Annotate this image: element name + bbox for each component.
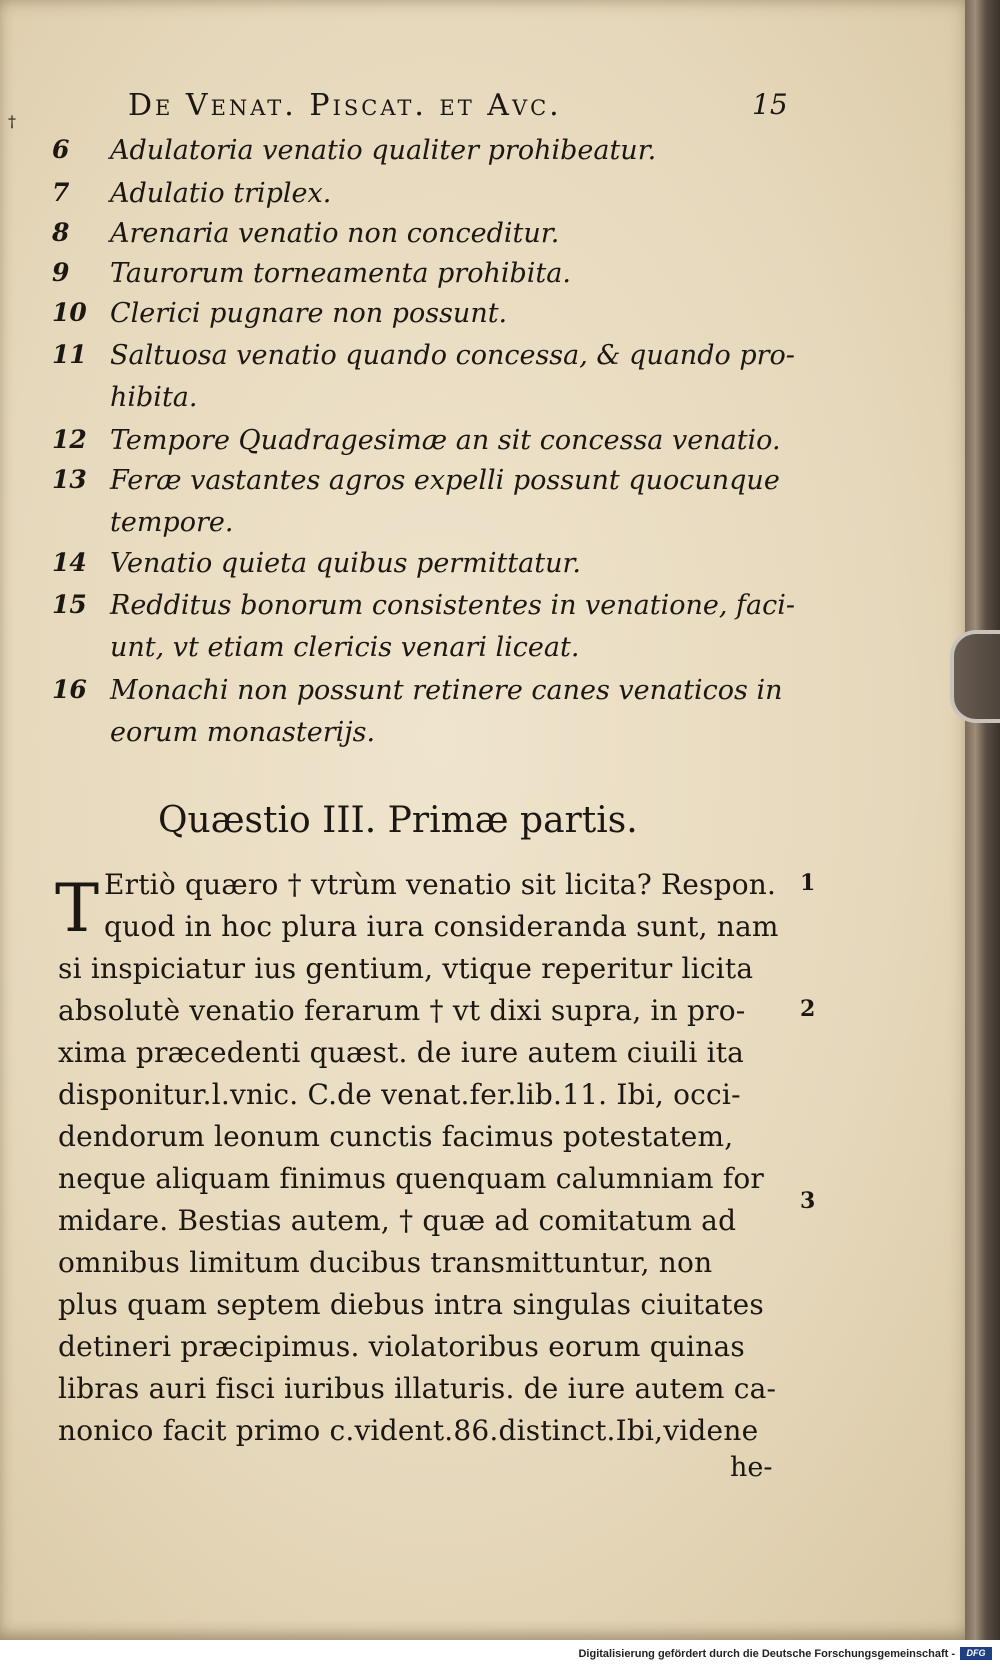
margin-number: 1 bbox=[800, 870, 816, 896]
summary-text: hibita. bbox=[110, 382, 198, 413]
drop-cap: T bbox=[55, 870, 100, 947]
summary-text: unt, vt etiam clericis venari liceat. bbox=[110, 632, 580, 663]
book-edge bbox=[965, 0, 1000, 1640]
margin-number: 3 bbox=[800, 1188, 816, 1214]
summary-number: 6 bbox=[52, 135, 70, 164]
body-line: xima præcedenti quæst. de iure autem ciuili ita bbox=[58, 1036, 745, 1069]
body-line: neque aliquam finimus quenquam calumniam for bbox=[58, 1162, 765, 1195]
funding-credit: Digitalisierung gefördert durch die Deutsche Forschungsgemeinschaft - bbox=[578, 1648, 955, 1660]
body-line: quod in hoc plura iura consideranda sunt, nam bbox=[104, 910, 779, 943]
running-head: De Venat. Piscat. et Avc. bbox=[128, 88, 562, 123]
dagger-mark: † bbox=[8, 112, 16, 131]
summary-number: 11 bbox=[52, 340, 87, 369]
summary-text: Saltuosa venatio quando concessa, & quando pro- bbox=[110, 340, 795, 371]
body-line: detineri præcipimus. violatoribus eorum quinas bbox=[58, 1330, 745, 1363]
summary-text: Taurorum torneamenta prohibita. bbox=[110, 258, 571, 289]
clasp-ribbon bbox=[950, 630, 1000, 723]
summary-text: Monachi non possunt retinere canes venaticos in bbox=[110, 675, 783, 706]
summary-text: Adulatio triplex. bbox=[110, 178, 332, 209]
body-line: plus quam septem diebus intra singulas ciuitates bbox=[58, 1288, 764, 1321]
summary-text: Clerici pugnare non possunt. bbox=[110, 298, 508, 329]
summary-number: 9 bbox=[52, 258, 70, 287]
summary-number: 13 bbox=[52, 465, 87, 494]
summary-text: eorum monasterijs. bbox=[110, 717, 376, 748]
body-line: dendorum leonum cunctis facimus potestatem, bbox=[58, 1120, 734, 1153]
summary-number: 10 bbox=[52, 298, 87, 327]
page-number: 15 bbox=[752, 88, 788, 121]
body-line: absolutè venatio ferarum † vt dixi supra, in pro- bbox=[58, 994, 746, 1027]
body-line: omnibus limitum ducibus transmittuntur, non bbox=[58, 1246, 713, 1279]
body-line: disponitur.l.vnic. C.de venat.fer.lib.11. Ibi, occi- bbox=[58, 1078, 741, 1111]
summary-text: Adulatoria venatio qualiter prohibeatur. bbox=[110, 135, 657, 166]
summary-number: 12 bbox=[52, 425, 87, 454]
body-line: nonico facit primo c.vident.86.distinct.Ibi,videne bbox=[58, 1414, 759, 1447]
body-line: midare. Bestias autem, † quæ ad comitatum ad bbox=[58, 1204, 737, 1237]
body-line: si inspiciatur ius gentium, vtique reperitur licita bbox=[58, 952, 754, 985]
body-line: libras auri fisci iuribus illaturis. de iure autem ca- bbox=[58, 1372, 777, 1405]
dfg-logo: DFG bbox=[960, 1647, 992, 1660]
summary-text: Redditus bonorum consistentes in venatione, faci- bbox=[110, 590, 796, 621]
summary-text: Feræ vastantes agros expelli possunt quocunque bbox=[110, 465, 780, 496]
catchword: he- bbox=[730, 1452, 773, 1483]
margin-number: 2 bbox=[800, 996, 816, 1022]
summary-number: 16 bbox=[52, 675, 87, 704]
summary-number: 15 bbox=[52, 590, 87, 619]
summary-number: 7 bbox=[52, 178, 70, 207]
question-heading: Quæstio III. Primæ partis. bbox=[158, 800, 638, 841]
summary-number: 14 bbox=[52, 548, 87, 577]
summary-number: 8 bbox=[52, 218, 70, 247]
summary-text: tempore. bbox=[110, 507, 234, 538]
summary-text: Venatio quieta quibus permittatur. bbox=[110, 548, 582, 579]
summary-text: Tempore Quadragesimæ an sit concessa venatio. bbox=[110, 425, 781, 456]
summary-text: Arenaria venatio non conceditur. bbox=[110, 218, 560, 249]
body-line: Ertiò quæro † vtrùm venatio sit licita? Respon. bbox=[104, 868, 777, 901]
